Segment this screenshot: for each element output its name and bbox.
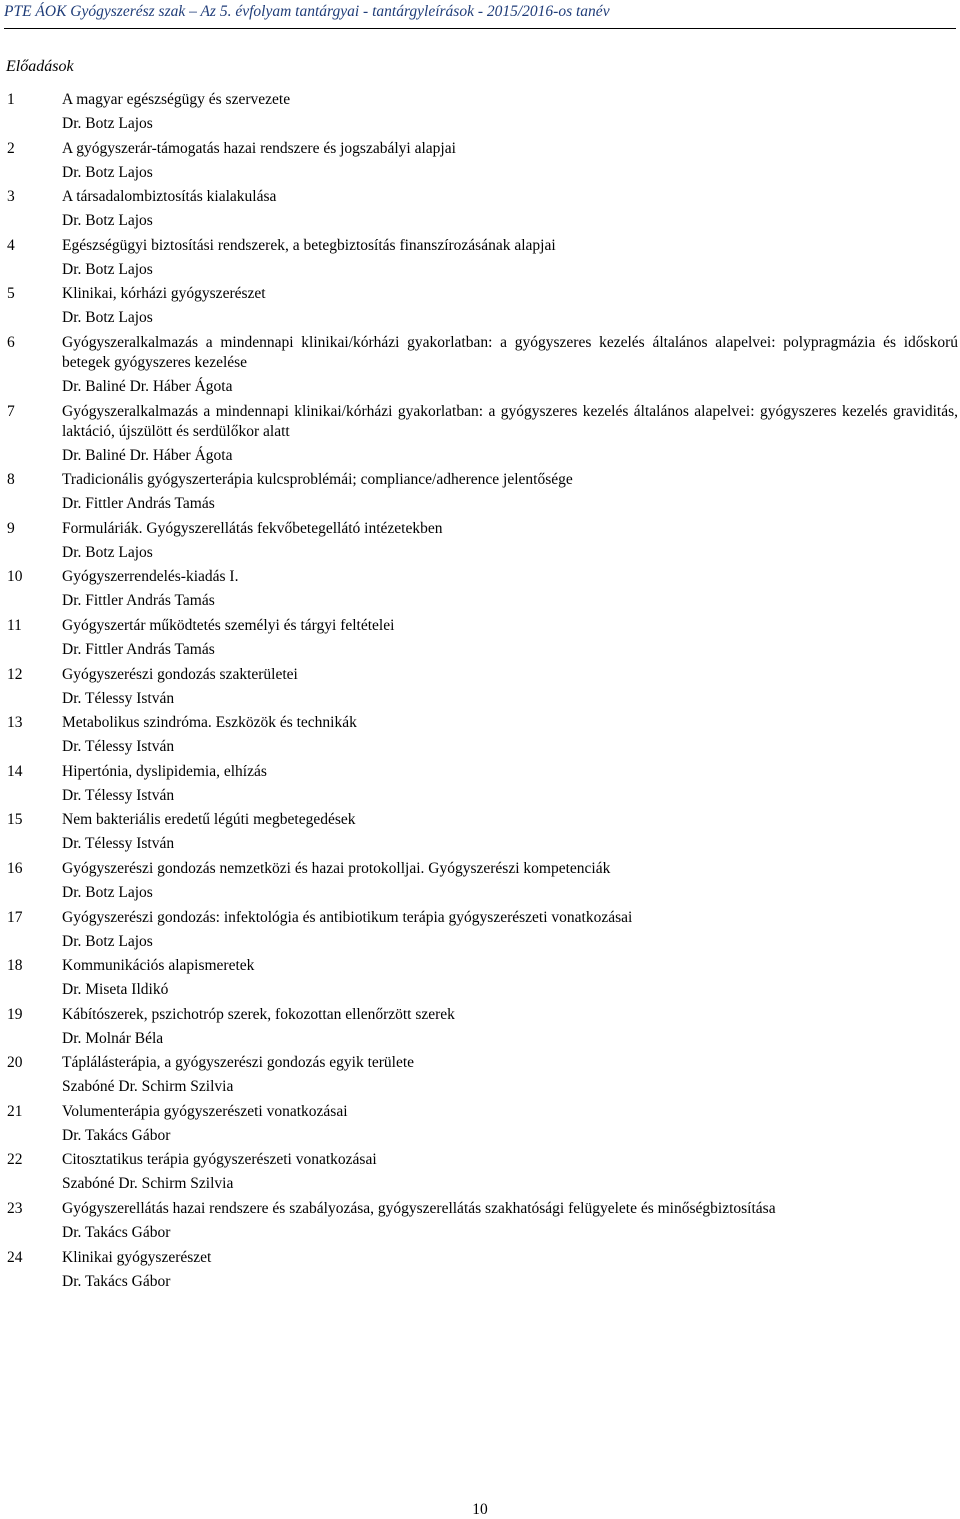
page-number: 10 (472, 1501, 488, 1518)
lecture-lecturer: Szabóné Dr. Schirm Szilvia (62, 1078, 234, 1096)
lecture-number: 3 (7, 188, 15, 206)
lecture-item (0, 187, 960, 231)
lecture-item (0, 1199, 960, 1243)
lecture-lecturer: Dr. Botz Lajos (62, 932, 153, 950)
lecture-item (0, 616, 960, 660)
lecture-number: 19 (7, 1005, 23, 1023)
lecture-title: Gyógyszeralkalmazás a mindennapi klinikai/kórházi gyakorlatban: a gyógyszeres kezelés általános alapelvei: gyógyszeres kezelés graviditás, laktáció, újszülött és serdülőkor alatt (62, 402, 958, 440)
lecture-item (0, 519, 960, 563)
lecture-number: 14 (7, 762, 23, 780)
lecture-item (0, 333, 960, 397)
lecture-item (0, 1102, 960, 1146)
lecture-title: A magyar egészségügy és szervezete (62, 91, 291, 108)
lecture-item (0, 810, 960, 854)
lecture-title: Citosztatikus terápia gyógyszerészeti vonatkozásai (62, 1151, 377, 1169)
lecture-title: Klinikai, kórházi gyógyszerészet (62, 285, 266, 303)
lecture-title: Táplálásterápia, a gyógyszerészi gondozás egyik területe (62, 1054, 415, 1072)
lecture-item (0, 859, 960, 903)
lecture-title: Hipertónia, dyslipidemia, elhízás (62, 762, 267, 780)
lecture-lecturer: Dr. Télessy István (62, 835, 175, 853)
lecture-item (0, 90, 960, 134)
lecture-title: Gyógyszerészi gondozás: infektológia és antibiotikum terápia gyógyszerészeti vonatkozásai (62, 908, 633, 926)
lecture-item (0, 139, 960, 183)
lecture-number: 15 (7, 811, 23, 829)
lecture-title: Gyógyszerészi gondozás szakterületei (62, 665, 298, 683)
lecture-lecturer: Dr. Botz Lajos (62, 260, 153, 278)
lecture-number: 18 (7, 957, 23, 975)
lecture-item (0, 1005, 960, 1049)
lecture-number: 20 (7, 1054, 23, 1072)
lecture-lecturer: Dr. Botz Lajos (62, 163, 153, 181)
lecture-number: 22 (7, 1151, 23, 1169)
lecture-title: Gyógyszeralkalmazás a mindennapi klinikai/kórházi gyakorlatban: a gyógyszeres kezelés általános alapelvei: polypragmázia és időskorú betegek gyógyszeres kezelése (62, 333, 958, 371)
lecture-title: Gyógyszerellátás hazai rendszere és szabályozása, gyógyszerellátás szakhatósági felügyelete és minőségbiztosítása (62, 1200, 776, 1218)
lecture-item (0, 762, 960, 806)
lecture-item (0, 1150, 960, 1194)
lecture-title: Volumenterápia gyógyszerészeti vonatkozásai (62, 1102, 348, 1120)
lecture-item (0, 236, 960, 280)
lecture-lecturer: Dr. Fittler András Tamás (62, 592, 215, 610)
lecture-title: Egészségügyi biztosítási rendszerek, a betegbiztosítás finanszírozásának alapjai (62, 236, 556, 254)
lecture-lecturer: Szabóné Dr. Schirm Szilvia (62, 1175, 234, 1193)
lecture-number: 2 (7, 139, 15, 157)
lecture-title: Kommunikációs alapismeretek (62, 957, 255, 975)
lecture-lecturer: Dr. Télessy István (62, 786, 175, 804)
lecture-lecturer: Dr. Takács Gábor (62, 1126, 171, 1144)
lecture-lecturer: Dr. Fittler András Tamás (62, 640, 215, 658)
lecture-lecturer: Dr. Takács Gábor (62, 1224, 171, 1242)
lecture-number: 1 (7, 91, 15, 108)
lecture-title: A gyógyszerár-támogatás hazai rendszere és jogszabályi alapjai (62, 139, 456, 157)
lecture-lecturer: Dr. Miseta Ildikó (62, 981, 169, 999)
section-title: Előadások (6, 58, 74, 75)
lecture-title: Kábítószerek, pszichotróp szerek, fokozottan ellenőrzött szerek (62, 1005, 455, 1023)
lecture-item (0, 1248, 960, 1292)
lecture-lecturer: Dr. Baliné Dr. Háber Ágota (62, 377, 233, 395)
lecture-title: A társadalombiztosítás kialakulása (62, 188, 277, 206)
lecture-number: 16 (7, 859, 23, 877)
lecture-number: 11 (7, 616, 22, 634)
lecture-lecturer: Dr. Botz Lajos (62, 212, 153, 230)
lecture-number: 23 (7, 1200, 23, 1218)
lecture-title: Nem bakteriális eredetű légúti megbetegedések (62, 811, 356, 829)
lecture-number: 7 (7, 402, 15, 420)
lecture-number: 8 (7, 471, 15, 489)
lecture-number: 10 (7, 568, 23, 586)
lecture-number: 17 (7, 908, 23, 926)
lecture-lecturer: Dr. Takács Gábor (62, 1272, 171, 1290)
lecture-lecturer: Dr. Botz Lajos (62, 543, 153, 561)
lecture-item (0, 402, 960, 466)
lecture-title: Tradicionális gyógyszerterápia kulcsproblémái; compliance/adherence jelentősége (62, 471, 573, 489)
lecture-lecturer: Dr. Botz Lajos (62, 309, 153, 327)
lecture-title: Gyógyszertár működtetés személyi és tárgyi feltételei (62, 616, 395, 634)
lecture-item (0, 567, 960, 611)
lecture-title: Formuláriák. Gyógyszerellátás fekvőbetegellátó intézetekben (62, 519, 443, 537)
lecture-number: 9 (7, 519, 15, 537)
lecture-item (0, 956, 960, 1000)
lecture-lecturer: Dr. Botz Lajos (62, 115, 153, 132)
lecture-title: Gyógyszerészi gondozás nemzetközi és hazai protokolljai. Gyógyszerészi kompetenciák (62, 859, 611, 877)
lecture-number: 5 (7, 285, 15, 303)
lecture-number: 4 (7, 236, 15, 254)
lecture-lecturer: Dr. Baliné Dr. Háber Ágota (62, 446, 233, 464)
lecture-number: 24 (7, 1248, 23, 1266)
lecture-number: 12 (7, 665, 23, 683)
lecture-list (0, 90, 960, 1296)
lecture-item (0, 470, 960, 514)
lecture-lecturer: Dr. Botz Lajos (62, 883, 153, 901)
lecture-number: 6 (7, 333, 15, 351)
lecture-lecturer: Dr. Télessy István (62, 738, 175, 756)
lecture-number: 21 (7, 1102, 23, 1120)
lecture-title: Klinikai gyógyszerészet (62, 1248, 212, 1266)
lecture-title: Metabolikus szindróma. Eszközök és technikák (62, 714, 357, 732)
lecture-lecturer: Dr. Télessy István (62, 689, 175, 707)
lecture-item (0, 713, 960, 757)
lecture-lecturer: Dr. Molnár Béla (62, 1029, 164, 1047)
lecture-number: 13 (7, 714, 23, 732)
page-header (4, 2, 956, 29)
lecture-item (0, 908, 960, 952)
lecture-title: Gyógyszerrendelés-kiadás I. (62, 568, 239, 586)
lecture-lecturer: Dr. Fittler András Tamás (62, 495, 215, 513)
lecture-item (0, 284, 960, 328)
header-text: PTE ÁOK Gyógyszerész szak – Az 5. évfolyam tantárgyai - tantárgyleírások - 2015/2016-os tanév (4, 3, 610, 20)
lecture-item (0, 1053, 960, 1097)
lecture-item (0, 665, 960, 709)
